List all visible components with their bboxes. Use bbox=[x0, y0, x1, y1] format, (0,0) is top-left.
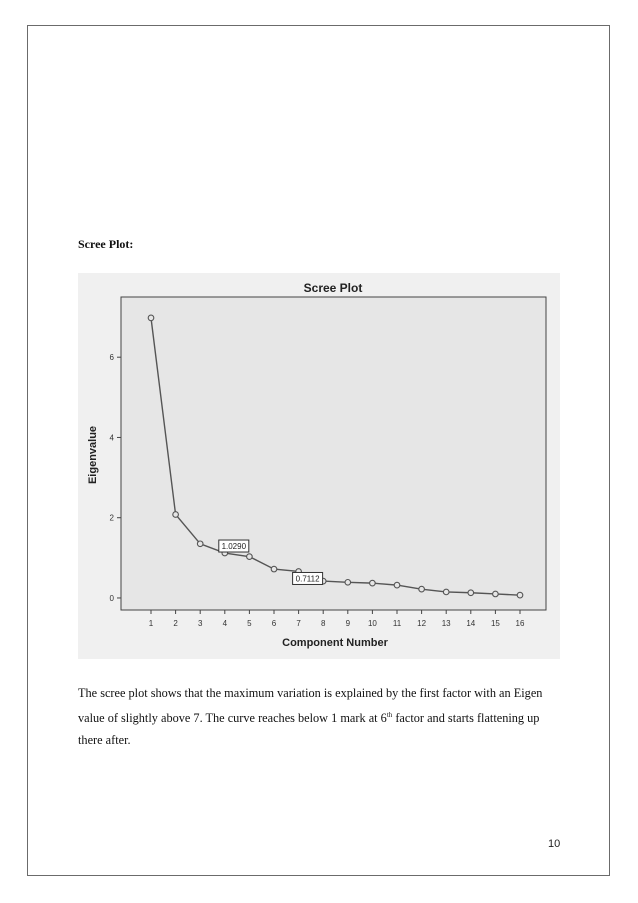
data-point bbox=[370, 580, 376, 586]
data-point bbox=[493, 591, 499, 597]
scree-plot-description bbox=[78, 682, 548, 751]
annotation-label: 1.0290 bbox=[221, 542, 247, 552]
x-tick-label: 5 bbox=[247, 619, 252, 628]
data-point bbox=[148, 315, 154, 321]
y-axis-label: Eigenvalue bbox=[87, 425, 99, 485]
ordinal-suffix: th bbox=[386, 711, 393, 719]
y-tick-label: 2 bbox=[109, 513, 114, 523]
page-number: 10 bbox=[548, 838, 561, 850]
x-tick-label: 8 bbox=[320, 619, 326, 628]
data-point bbox=[443, 589, 449, 595]
x-tick-label: 13 bbox=[441, 619, 451, 628]
chart-title: Scree Plot bbox=[303, 281, 363, 295]
x-tick-label: 1 bbox=[148, 619, 154, 628]
x-tick-label: 16 bbox=[515, 619, 525, 628]
x-tick-label: 15 bbox=[490, 619, 500, 628]
section-heading: Scree Plot: bbox=[78, 237, 134, 251]
scree-plot-figure bbox=[78, 273, 560, 659]
x-tick-label: 6 bbox=[271, 619, 277, 628]
data-point bbox=[345, 580, 351, 586]
x-tick-label: 14 bbox=[466, 619, 476, 628]
data-point bbox=[197, 541, 203, 547]
data-point bbox=[247, 554, 253, 560]
x-tick-label: 7 bbox=[296, 619, 301, 628]
data-point bbox=[271, 566, 277, 572]
data-point bbox=[419, 586, 425, 592]
annotation-label: 0.7112 bbox=[295, 574, 320, 584]
x-tick-label: 12 bbox=[417, 619, 427, 628]
x-tick-label: 11 bbox=[392, 619, 402, 628]
x-axis-label: Component Number bbox=[282, 637, 388, 649]
data-point bbox=[517, 592, 523, 598]
data-point bbox=[173, 512, 179, 518]
y-tick-label: 0 bbox=[109, 593, 114, 603]
y-tick-label: 4 bbox=[109, 433, 114, 443]
x-tick-label: 2 bbox=[173, 619, 178, 628]
x-tick-label: 10 bbox=[367, 619, 377, 628]
plot-area bbox=[121, 297, 546, 610]
y-tick-label: 6 bbox=[109, 353, 114, 363]
paragraph-text-main: The scree plot shows that the maximum variation is explained by the first factor with an Eigen value of slightly above 7. The curve reaches below 1 mark at 6 bbox=[78, 686, 543, 726]
x-tick-label: 3 bbox=[197, 619, 203, 628]
x-tick-label: 9 bbox=[345, 619, 351, 628]
x-tick-label: 4 bbox=[222, 619, 228, 628]
scree-plot-chart bbox=[78, 273, 560, 659]
paragraph-text-end: factor and starts flattening up there after. bbox=[78, 711, 540, 748]
data-point bbox=[468, 590, 474, 596]
data-point bbox=[394, 582, 400, 588]
